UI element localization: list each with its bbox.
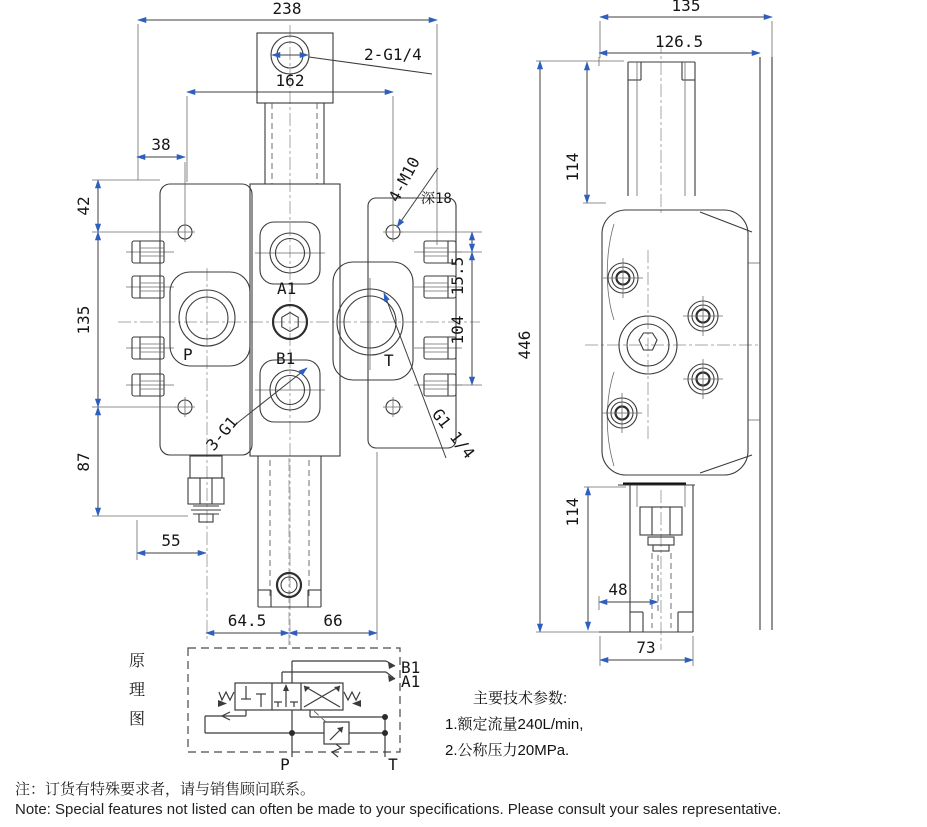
note-english: Note: Special features not listed can often be made to your specifications. Please consult your sales representative. <box>15 801 782 818</box>
label-g1-1-4: G1 1/4 <box>428 404 479 463</box>
dim-162: 162 <box>275 71 305 90</box>
side-top-bracket <box>628 62 695 196</box>
schematic-relief-valve <box>314 711 349 757</box>
front-centerlines <box>118 25 480 645</box>
side-bottom-bracket <box>599 484 695 632</box>
front-bottom-bracket <box>258 456 321 607</box>
technical-parameters <box>445 686 755 764</box>
schematic-label-b1: B1 <box>401 658 421 677</box>
front-top-bracket <box>257 33 333 184</box>
side-centerlines <box>585 40 760 650</box>
footer-notes <box>15 780 915 820</box>
side-frame <box>748 57 772 630</box>
dim-114-top: 114 <box>563 152 582 182</box>
specs-heading: 主要技术参数: <box>473 690 568 707</box>
dim-73: 73 <box>636 638 656 657</box>
front-relief-plug <box>188 456 224 522</box>
label-depth-18: 深18 <box>421 191 452 207</box>
label-port-a1: A1 <box>277 279 297 298</box>
side-view <box>515 0 772 666</box>
dim-48: 48 <box>608 580 628 599</box>
schematic-title-char-2: 理 <box>128 680 146 699</box>
front-bolts-left <box>132 241 164 396</box>
dim-66: 66 <box>323 611 343 630</box>
dim-38: 38 <box>151 135 171 154</box>
dim-64-5: 64.5 <box>227 611 267 630</box>
schematic-boundary <box>188 648 400 752</box>
label-2-g1-4: 2-G1/4 <box>364 45 422 64</box>
side-socket-bolts <box>602 258 723 433</box>
dim-s135: 135 <box>671 0 701 15</box>
front-view <box>74 0 482 645</box>
schematic-title-char-3: 图 <box>128 709 146 728</box>
specs-item-pressure: 2.公称压力20MPa. <box>445 742 570 759</box>
side-body <box>602 210 752 475</box>
front-body <box>160 184 456 456</box>
front-m10-holes <box>175 222 403 417</box>
dim-114-bottom: 114 <box>563 497 582 527</box>
schematic-lines <box>205 661 395 757</box>
dim-42: 42 <box>74 196 93 216</box>
dim-15-5: 15.5 <box>448 256 467 296</box>
label-port-t: T <box>384 351 394 370</box>
label-3-g1: 3-G1 <box>202 412 242 455</box>
front-callouts <box>183 45 479 462</box>
dim-87: 87 <box>74 452 93 472</box>
note-chinese: 注：订货有特殊要求者，请与销售顾问联系。 <box>15 781 316 798</box>
label-port-b1: B1 <box>276 349 296 368</box>
label-4-m10: 4-M10 <box>384 153 424 206</box>
dim-238: 238 <box>272 0 302 18</box>
dim-135: 135 <box>74 305 93 335</box>
specs-item-flow: 1.额定流量240L/min, <box>445 716 584 733</box>
schematic <box>129 648 420 774</box>
front-dimensions <box>74 0 482 640</box>
dim-446: 446 <box>515 330 534 360</box>
label-port-p: P <box>183 345 193 364</box>
dim-126-5: 126.5 <box>654 32 704 51</box>
dim-104: 104 <box>448 315 467 345</box>
schematic-valve <box>218 683 361 710</box>
schematic-label-a1: A1 <box>401 672 421 691</box>
schematic-title-char-1: 原 <box>128 651 146 670</box>
dim-55: 55 <box>161 531 181 550</box>
schematic-label-t: T <box>388 755 398 774</box>
schematic-label-p: P <box>280 755 290 774</box>
